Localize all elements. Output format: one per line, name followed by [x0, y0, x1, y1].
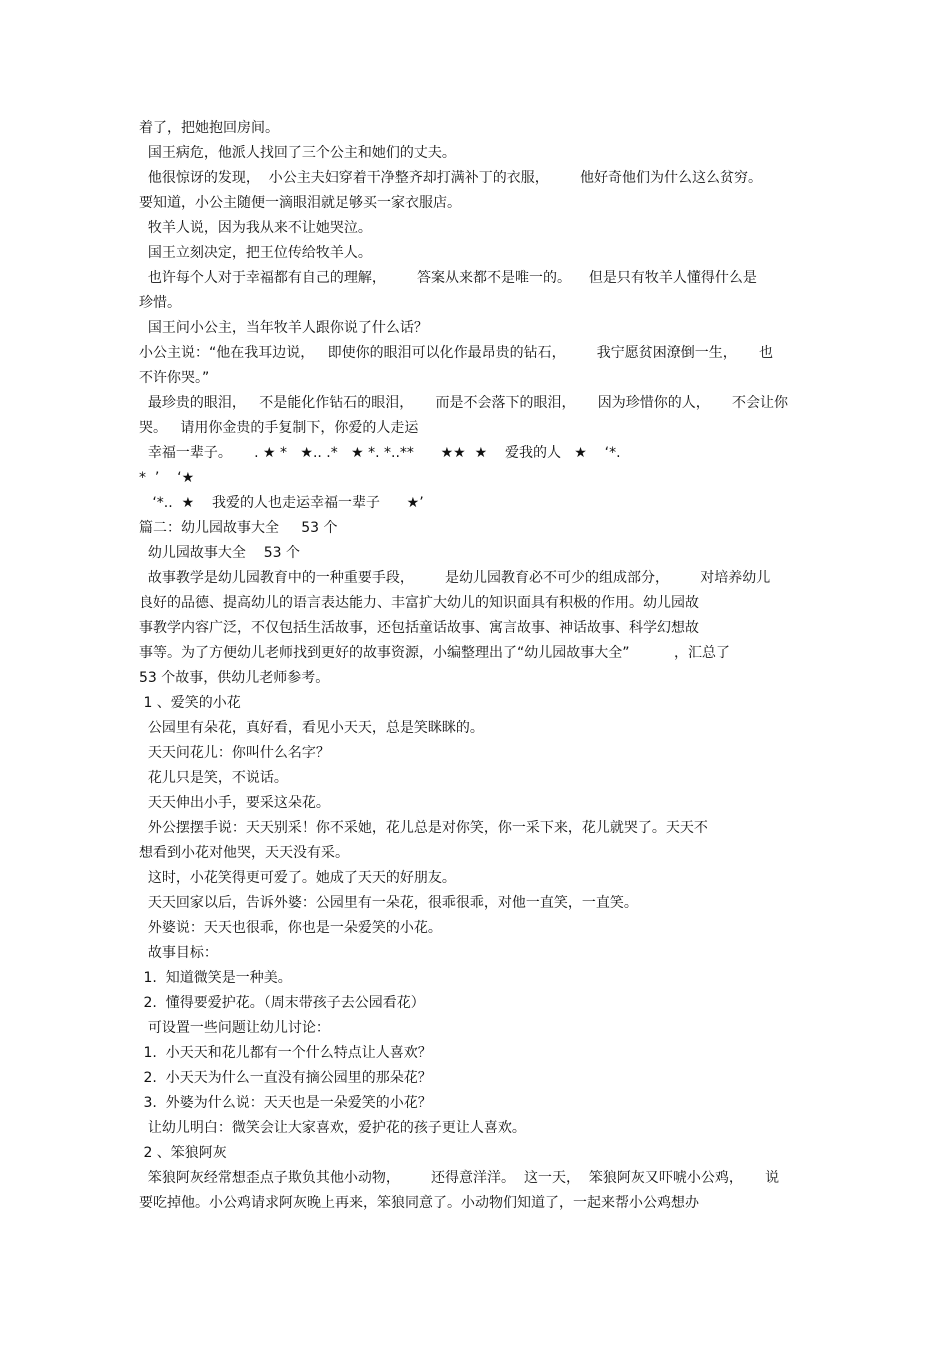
text-line: 国王立刻决定，把王位传给牧羊人。	[139, 245, 372, 261]
text-line: 让幼儿明白：微笑会让大家喜欢，爱护花的孩子更让人喜欢。	[139, 1120, 526, 1136]
text-line: 事教学内容广泛，不仅包括生活故事，还包括童话故事、寓言故事、神话故事、科学幻想故	[139, 620, 699, 636]
list-item: 1. 小天天和花儿都有一个什么特点让人喜欢？	[139, 1045, 432, 1061]
text-line: 也许每个人对于幸福都有自己的理解， 答案从来都不是唯一的。 但是只有牧羊人懂得什么是	[139, 270, 757, 286]
text-line: 哭。 请用你金贵的手复制下，你爱的人走运	[139, 420, 419, 436]
list-item: 2. 懂得要爱护花。（周末带孩子去公园看花）	[139, 995, 425, 1011]
text-line: 想看到小花对他哭，天天没有采。	[139, 845, 349, 861]
text-line: 良好的品德、提高幼儿的语言表达能力、丰富扩大幼儿的知识面具有积极的作用。幼儿园故	[139, 595, 699, 611]
text-line: 花儿只是笑，不说话。	[139, 770, 288, 786]
text-line: 幼儿园故事大全 53 个	[139, 545, 300, 561]
text-line: 牧羊人说，因为我从来不让她哭泣。	[139, 220, 372, 236]
text-line: 这时，小花笑得更可爱了。她成了天天的好朋友。	[139, 870, 456, 886]
list-item: 3. 外婆为什么说：天天也是一朵爱笑的小花？	[139, 1095, 432, 1111]
list-item: 2. 小天天为什么一直没有摘公园里的那朵花？	[139, 1070, 432, 1086]
text-line: 故事教学是幼儿园教育中的一种重要手段， 是幼儿园教育必不可少的组成部分， 对培养幼儿	[139, 570, 771, 586]
text-line: 小公主说：“他在我耳边说， 即使你的眼泪可以化作最昂贵的钻石， 我宁愿贫困潦倒一生， 也	[139, 345, 774, 361]
text-line: 天天伸出小手，要采这朵花。	[139, 795, 330, 811]
text-line: * ’ ‘★	[139, 470, 195, 486]
list-item: 1. 知道微笑是一种美。	[139, 970, 292, 986]
text-line: 最珍贵的眼泪， 不是能化作钻石的眼泪， 而是不会落下的眼泪， 因为珍惜你的人， 不会让你	[139, 395, 789, 411]
text-line: 外公摆摆手说：天天别采！你不采她，花儿总是对你笑，你一采下来，花儿就哭了。天天不	[139, 820, 708, 836]
text-line: 53 个故事，供幼儿老师参考。	[139, 670, 330, 686]
text-line: 公园里有朵花，真好看，看见小天天，总是笑眯眯的。	[139, 720, 484, 736]
text-line: 天天问花儿：你叫什么名字？	[139, 745, 330, 761]
text-line: 国王病危，他派人找回了三个公主和她们的丈夫。	[139, 145, 456, 161]
text-line: 故事目标：	[139, 945, 218, 961]
text-line: 着了，把她抱回房间。	[139, 120, 279, 136]
text-line: 他很惊讶的发现， 小公主夫妇穿着干净整齐却打满补丁的衣服， 他好奇他们为什么这么贫穷。	[139, 170, 762, 186]
text-line: ‘*.. ★ 我爱的人也走运幸福一辈子 ★’	[139, 495, 424, 511]
text-line: 要吃掉他。小公鸡请求阿灰晚上再来，笨狼同意了。小动物们知道了，一起来帮小公鸡想办	[139, 1195, 699, 1211]
text-line: 外婆说：天天也很乖，你也是一朵爱笑的小花。	[139, 920, 442, 936]
text-line: 天天回家以后，告诉外婆：公园里有一朵花，很乖很乖，对他一直笑，一直笑。	[139, 895, 638, 911]
section-heading: 篇二：幼儿园故事大全 53 个	[139, 520, 338, 536]
story-title: 2 、笨狼阿灰	[139, 1145, 227, 1161]
text-line: 要知道，小公主随便一滴眼泪就足够买一家衣服店。	[139, 195, 461, 211]
text-line: 笨狼阿灰经常想歪点子欺负其他小动物， 还得意洋洋。 这一天， 笨狼阿灰又吓唬小公鸡， 说	[139, 1170, 780, 1186]
text-line: 不许你哭。”	[139, 370, 210, 386]
story-title: 1 、爱笑的小花	[139, 695, 241, 711]
text-line: 珍惜。	[139, 295, 181, 311]
text-line: 事等。为了方便幼儿老师找到更好的故事资源，小编整理出了“幼儿园故事大全” ，汇总了	[139, 645, 731, 661]
text-line: 国王问小公主，当年牧羊人跟你说了什么话？	[139, 320, 428, 336]
text-line: 可设置一些问题让幼儿讨论：	[139, 1020, 330, 1036]
text-line: 幸福一辈子。 . ★ * ★.. .* ★ *. *..** ★★ ★ 爱我的人 ★ ‘*.	[139, 445, 621, 461]
